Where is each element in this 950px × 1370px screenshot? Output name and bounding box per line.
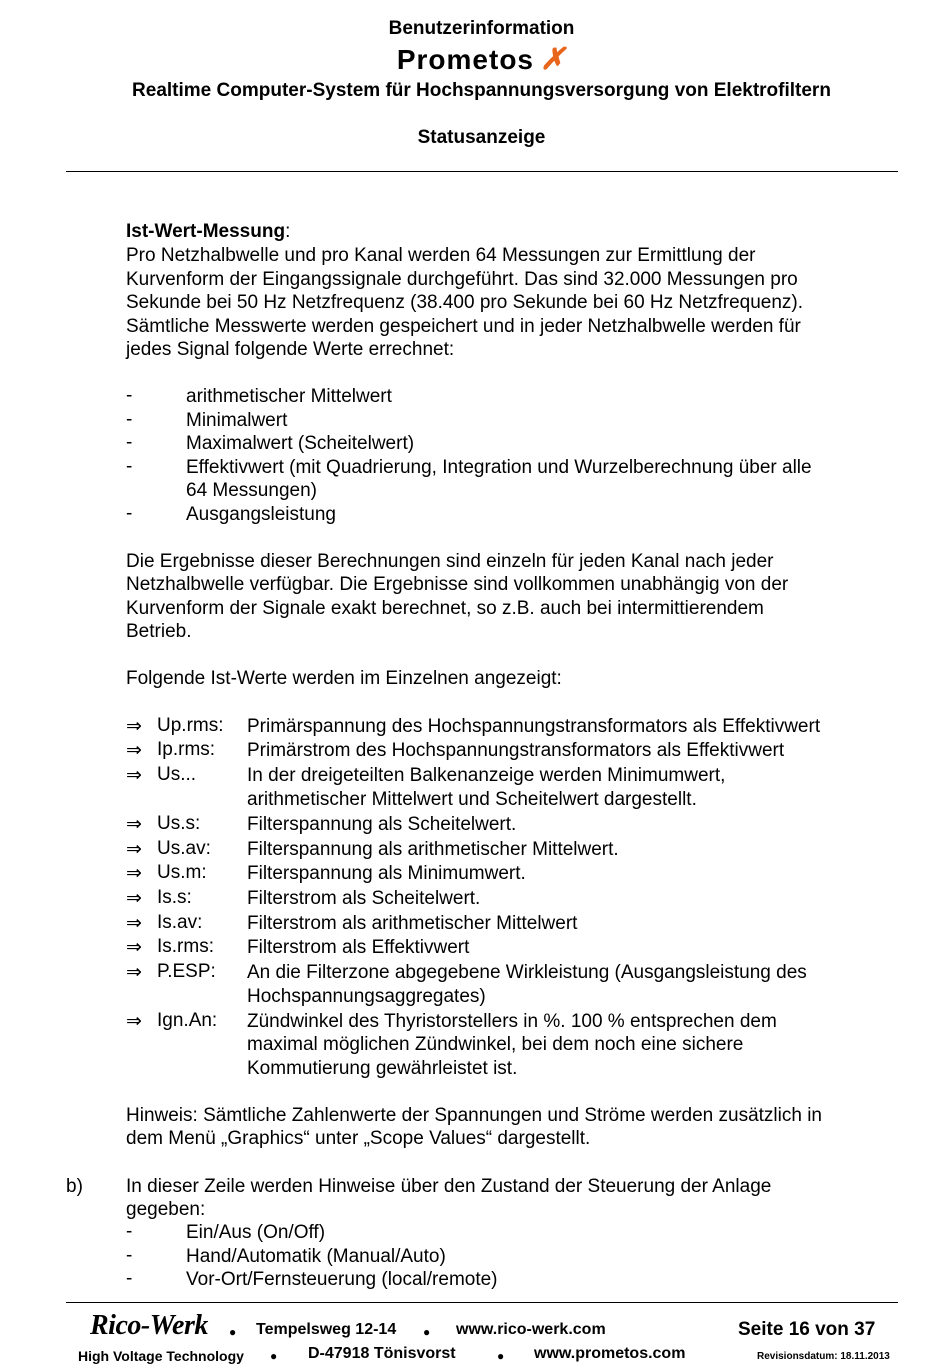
paragraph-line: Sämtliche Messwerte werden gespeichert und in jeder Netzhalbwelle werden für bbox=[126, 316, 801, 337]
list-item: Vor-Ort/Fernsteuerung (local/remote) bbox=[186, 1269, 498, 1290]
value-abbr: Ign.An: bbox=[157, 1010, 218, 1031]
value-desc: Filterspannung als Minimumwert. bbox=[247, 863, 526, 884]
brand-text: Prometos bbox=[396, 44, 534, 75]
value-abbr: Is.rms: bbox=[157, 936, 214, 957]
measurement-heading bbox=[126, 220, 290, 244]
implies-arrow-icon: ⇒ bbox=[126, 1011, 142, 1032]
header-subtitle: Realtime Computer-System für Hochspannungsversorgung von Elektrofiltern bbox=[132, 80, 831, 101]
value-abbr: Is.s: bbox=[157, 887, 192, 908]
revision-date: Revisionsdatum: 18.11.2013 bbox=[757, 1351, 890, 1362]
hint-line: Hinweis: Sämtliche Zahlenwerte der Spannungen und Ströme werden zusätzlich in bbox=[126, 1105, 822, 1126]
paragraph-line: jedes Signal folgende Werte errechnet: bbox=[126, 339, 455, 360]
paragraph-line: Betrieb. bbox=[126, 621, 192, 642]
list-dash: - bbox=[126, 1268, 133, 1289]
implies-arrow-icon: ⇒ bbox=[126, 716, 142, 737]
item-text: In dieser Zeile werden Hinweise über den Zustand der Steuerung der Anlage bbox=[126, 1176, 772, 1197]
header-divider bbox=[66, 171, 898, 172]
list-item: arithmetischer Mittelwert bbox=[186, 386, 392, 407]
footer-tagline: High Voltage Technology bbox=[78, 1348, 244, 1364]
value-abbr: Ip.rms: bbox=[157, 739, 216, 760]
hint-line: dem Menü „Graphics“ unter „Scope Values“ dargestellt. bbox=[126, 1128, 591, 1149]
value-desc-continuation: maximal möglichen Zündwinkel, bei dem noch eine sichere bbox=[247, 1034, 744, 1055]
implies-arrow-icon: ⇒ bbox=[126, 740, 142, 761]
footer-divider bbox=[66, 1302, 898, 1303]
footer-web1[interactable]: www.rico-werk.com bbox=[456, 1321, 606, 1338]
value-abbr: Up.rms: bbox=[157, 715, 224, 736]
implies-arrow-icon: ⇒ bbox=[126, 863, 142, 884]
list-dash: - bbox=[126, 1221, 133, 1242]
list-dash: - bbox=[126, 385, 133, 406]
list-item: Ein/Aus (On/Off) bbox=[186, 1222, 326, 1243]
value-desc: Filterstrom als Effektivwert bbox=[247, 937, 470, 958]
value-desc-continuation: Kommutierung gewährleistet ist. bbox=[247, 1058, 518, 1079]
value-abbr: Us.m: bbox=[157, 862, 207, 883]
value-abbr: Us.s: bbox=[157, 813, 201, 834]
bullet-icon: ● bbox=[497, 1349, 505, 1363]
item-label: b) bbox=[66, 1176, 83, 1197]
list-dash: - bbox=[126, 1245, 133, 1266]
value-desc: In der dreigeteilten Balkenanzeige werden Minimumwert, bbox=[247, 765, 726, 786]
bullet-icon: ● bbox=[270, 1349, 278, 1363]
implies-arrow-icon: ⇒ bbox=[126, 962, 142, 983]
list-item: Maximalwert (Scheitelwert) bbox=[186, 433, 415, 454]
value-desc: Primärspannung des Hochspannungstransformators als Effektivwert bbox=[247, 716, 821, 737]
paragraph-line: Pro Netzhalbwelle und pro Kanal werden 64 Messungen zur Ermittlung der bbox=[126, 245, 756, 266]
list-item: Ausgangsleistung bbox=[186, 504, 336, 525]
item-text: gegeben: bbox=[126, 1199, 206, 1220]
implies-arrow-icon: ⇒ bbox=[126, 839, 142, 860]
list-item: Minimalwert bbox=[186, 410, 288, 431]
value-desc: Filterspannung als arithmetischer Mittelwert. bbox=[247, 839, 619, 860]
value-desc: Zündwinkel des Thyristorstellers in %. 100 % entsprechen dem bbox=[247, 1011, 777, 1032]
list-dash: - bbox=[126, 456, 133, 477]
paragraph-line: Die Ergebnisse dieser Berechnungen sind einzeln für jeden Kanal nach jeder bbox=[126, 551, 774, 572]
page-number: Seite 16 von 37 bbox=[738, 1319, 876, 1340]
list-dash: - bbox=[126, 432, 133, 453]
implies-arrow-icon: ⇒ bbox=[126, 814, 142, 835]
company-logo: Rico-Werk bbox=[90, 1310, 208, 1341]
value-abbr: Is.av: bbox=[157, 912, 203, 933]
implies-arrow-icon: ⇒ bbox=[126, 888, 142, 909]
list-item: Hand/Automatik (Manual/Auto) bbox=[186, 1246, 446, 1267]
bullet-icon: ● bbox=[423, 1325, 431, 1339]
implies-arrow-icon: ⇒ bbox=[126, 913, 142, 934]
paragraph-line: Sekunde bei 50 Hz Netzfrequenz (38.400 pro Sekunde bei 60 Hz Netzfrequenz). bbox=[126, 292, 804, 313]
section-title: Statusanzeige bbox=[417, 127, 546, 148]
heading-text: Ist-Wert-Messung bbox=[126, 221, 286, 242]
footer-city: D-47918 Tönisvorst bbox=[308, 1345, 456, 1362]
list-item-continuation: 64 Messungen) bbox=[186, 480, 317, 501]
header-title: Benutzerinformation bbox=[388, 18, 575, 39]
brand-name bbox=[0, 42, 950, 77]
value-desc: Primärstrom des Hochspannungstransformators als Effektivwert bbox=[247, 740, 785, 761]
heading-colon: : bbox=[285, 221, 291, 242]
brand-mark-icon: ✗ bbox=[540, 43, 567, 76]
paragraph-line: Netzhalbwelle verfügbar. Die Ergebnisse sind vollkommen unabhängig von der bbox=[126, 574, 789, 595]
value-abbr: P.ESP: bbox=[157, 961, 216, 982]
value-desc: An die Filterzone abgegebene Wirkleistung (Ausgangsleistung des bbox=[247, 962, 807, 983]
value-desc-continuation: arithmetischer Mittelwert und Scheitelwert dargestellt. bbox=[247, 789, 697, 810]
bullet-icon: ● bbox=[229, 1325, 237, 1339]
footer-street: Tempelsweg 12-14 bbox=[256, 1321, 397, 1338]
value-abbr: Us.av: bbox=[157, 838, 211, 859]
footer-web2[interactable]: www.prometos.com bbox=[534, 1345, 686, 1362]
list-dash: - bbox=[126, 503, 133, 524]
paragraph-line: Folgende Ist-Werte werden im Einzelnen angezeigt: bbox=[126, 668, 562, 689]
value-abbr: Us... bbox=[157, 764, 197, 785]
implies-arrow-icon: ⇒ bbox=[126, 765, 142, 786]
list-item: Effektivwert (mit Quadrierung, Integration und Wurzelberechnung über alle bbox=[186, 457, 812, 478]
value-desc: Filterspannung als Scheitelwert. bbox=[247, 814, 517, 835]
value-desc: Filterstrom als arithmetischer Mittelwert bbox=[247, 913, 578, 934]
value-desc: Filterstrom als Scheitelwert. bbox=[247, 888, 481, 909]
paragraph-line: Kurvenform der Signale exakt berechnet, so z.B. auch bei intermittierendem bbox=[126, 598, 764, 619]
value-desc-continuation: Hochspannungsaggregates) bbox=[247, 986, 486, 1007]
paragraph-line: Kurvenform der Eingangssignale durchgeführt. Das sind 32.000 Messungen pro bbox=[126, 269, 798, 290]
implies-arrow-icon: ⇒ bbox=[126, 937, 142, 958]
list-dash: - bbox=[126, 409, 133, 430]
